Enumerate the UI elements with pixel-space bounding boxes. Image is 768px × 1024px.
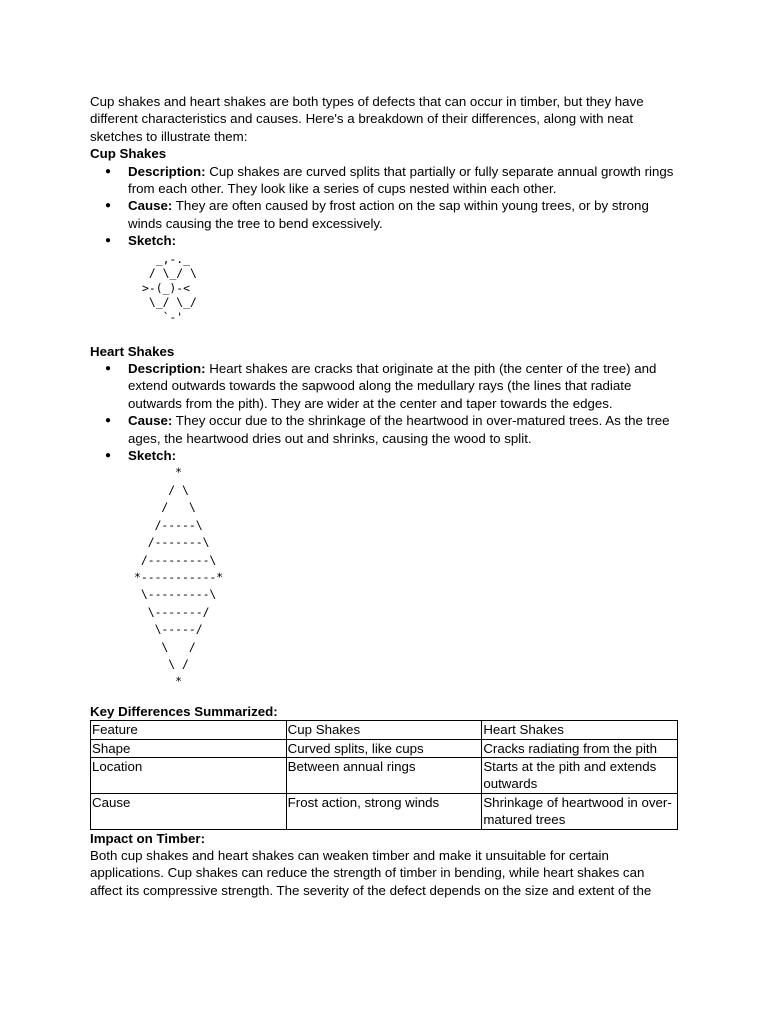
table-cell: Cup Shakes bbox=[286, 721, 482, 739]
table-cell: Location bbox=[91, 757, 287, 793]
table-cell: Feature bbox=[91, 721, 287, 739]
heart-shakes-heading: Heart Shakes bbox=[90, 343, 175, 359]
item-text: Heart shakes are cracks that originate at the pith (the center of the tree) and extend outwards towards the sapwood along the medullary rays (the lines that radiate outwards from the pith). They are wider at the center and taper towards the edges. bbox=[128, 361, 657, 411]
list-item bbox=[90, 232, 680, 249]
table-cell: Shape bbox=[91, 739, 287, 757]
item-label: Sketch: bbox=[128, 448, 177, 464]
list-item bbox=[90, 197, 680, 232]
differences-table bbox=[90, 720, 678, 829]
list-item bbox=[90, 163, 680, 198]
item-text: They are often caused by frost action on the sap within young trees, or by strong winds causing the tree to bend excessively. bbox=[128, 198, 649, 231]
item-label: Cause: bbox=[128, 198, 173, 214]
table-cell: Curved splits, like cups bbox=[286, 739, 482, 757]
table-cell: Cause bbox=[91, 793, 287, 829]
table-cell: Starts at the pith and extends outwards bbox=[482, 757, 678, 793]
item-label: Sketch: bbox=[128, 233, 177, 249]
intro-paragraph: Cup shakes and heart shakes are both types of defects that can occur in timber, but they have different characteristics and causes. Here's a breakdown of their differences, along with neat sketches to illustrate them: bbox=[90, 94, 644, 144]
cup-shakes-list bbox=[90, 163, 680, 250]
table-row bbox=[91, 721, 678, 739]
table-cell: Frost action, strong winds bbox=[286, 793, 482, 829]
item-text: Cup shakes are curved splits that partially or fully separate annual growth rings from each other. They look like a series of cups nested within each other. bbox=[128, 163, 674, 197]
cup-shakes-heading: Cup Shakes bbox=[90, 146, 167, 162]
impact-heading: Impact on Timber: bbox=[90, 830, 206, 846]
item-label: Description: bbox=[128, 361, 206, 377]
cup-shake-sketch: _,-._ / \_/ \ >-(_)-< \_/ \_/ `-' bbox=[142, 251, 197, 325]
key-differences-heading: Key Differences Summarized: bbox=[90, 703, 278, 719]
table-cell: Shrinkage of heartwood in over-matured trees bbox=[482, 793, 678, 829]
heart-shake-sketch: * / \ / \ /-----\ /-------\ /---------\ *-----------* \---------\ \-------/ \-----/ \ / \ / * bbox=[134, 465, 224, 689]
item-label: Cause: bbox=[128, 413, 173, 429]
list-item bbox=[90, 360, 680, 412]
table-row bbox=[91, 793, 678, 829]
table-row bbox=[91, 757, 678, 793]
impact-paragraph: Both cup shakes and heart shakes can weaken timber and make it unsuitable for certain applications. Cup shakes can reduce the strength of timber in bending, while heart shakes can affect its compressive strength. The severity of the defect depends on the size and extent of the bbox=[90, 848, 652, 898]
item-text: They occur due to the shrinkage of the heartwood in over-matured trees. As the tree ages, the heartwood dries out and shrinks, causing the wood to split. bbox=[128, 413, 670, 446]
table-cell: Heart Shakes bbox=[482, 721, 678, 739]
table-cell: Between annual rings bbox=[286, 757, 482, 793]
list-item bbox=[90, 447, 680, 464]
list-item bbox=[90, 412, 680, 447]
document-page bbox=[90, 93, 680, 899]
table-cell: Cracks radiating from the pith bbox=[482, 739, 678, 757]
item-label: Description: bbox=[128, 163, 206, 179]
table-row bbox=[91, 739, 678, 757]
heart-shakes-list bbox=[90, 360, 680, 464]
